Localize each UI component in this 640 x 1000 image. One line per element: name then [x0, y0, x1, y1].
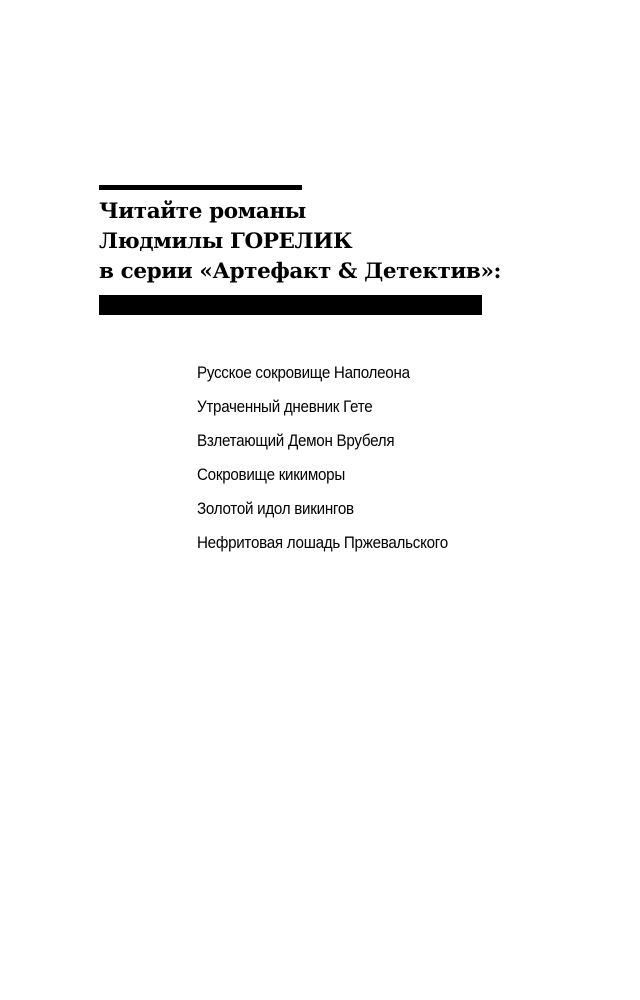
book-title: Золотой идол викингов [197, 500, 354, 518]
book-title: Утраченный дневник Гете [197, 398, 373, 416]
book-title: Взлетающий Демон Врубеля [197, 432, 395, 450]
heading [99, 197, 559, 287]
book-title: Нефритовая лошадь Пржевальского [197, 534, 448, 552]
heading-line-2: Людмилы ГОРЕЛИК [99, 229, 353, 254]
bottom-bar [99, 295, 482, 315]
book-list [197, 356, 470, 560]
book-title: Сокровище кикиморы [197, 466, 345, 484]
heading-line-1: Читайте романы [99, 199, 306, 224]
book-title: Русское сокровище Наполеона [197, 364, 410, 382]
top-rule [99, 185, 302, 190]
heading-line-3: в серии «Артефакт & Детектив»: [99, 259, 502, 284]
